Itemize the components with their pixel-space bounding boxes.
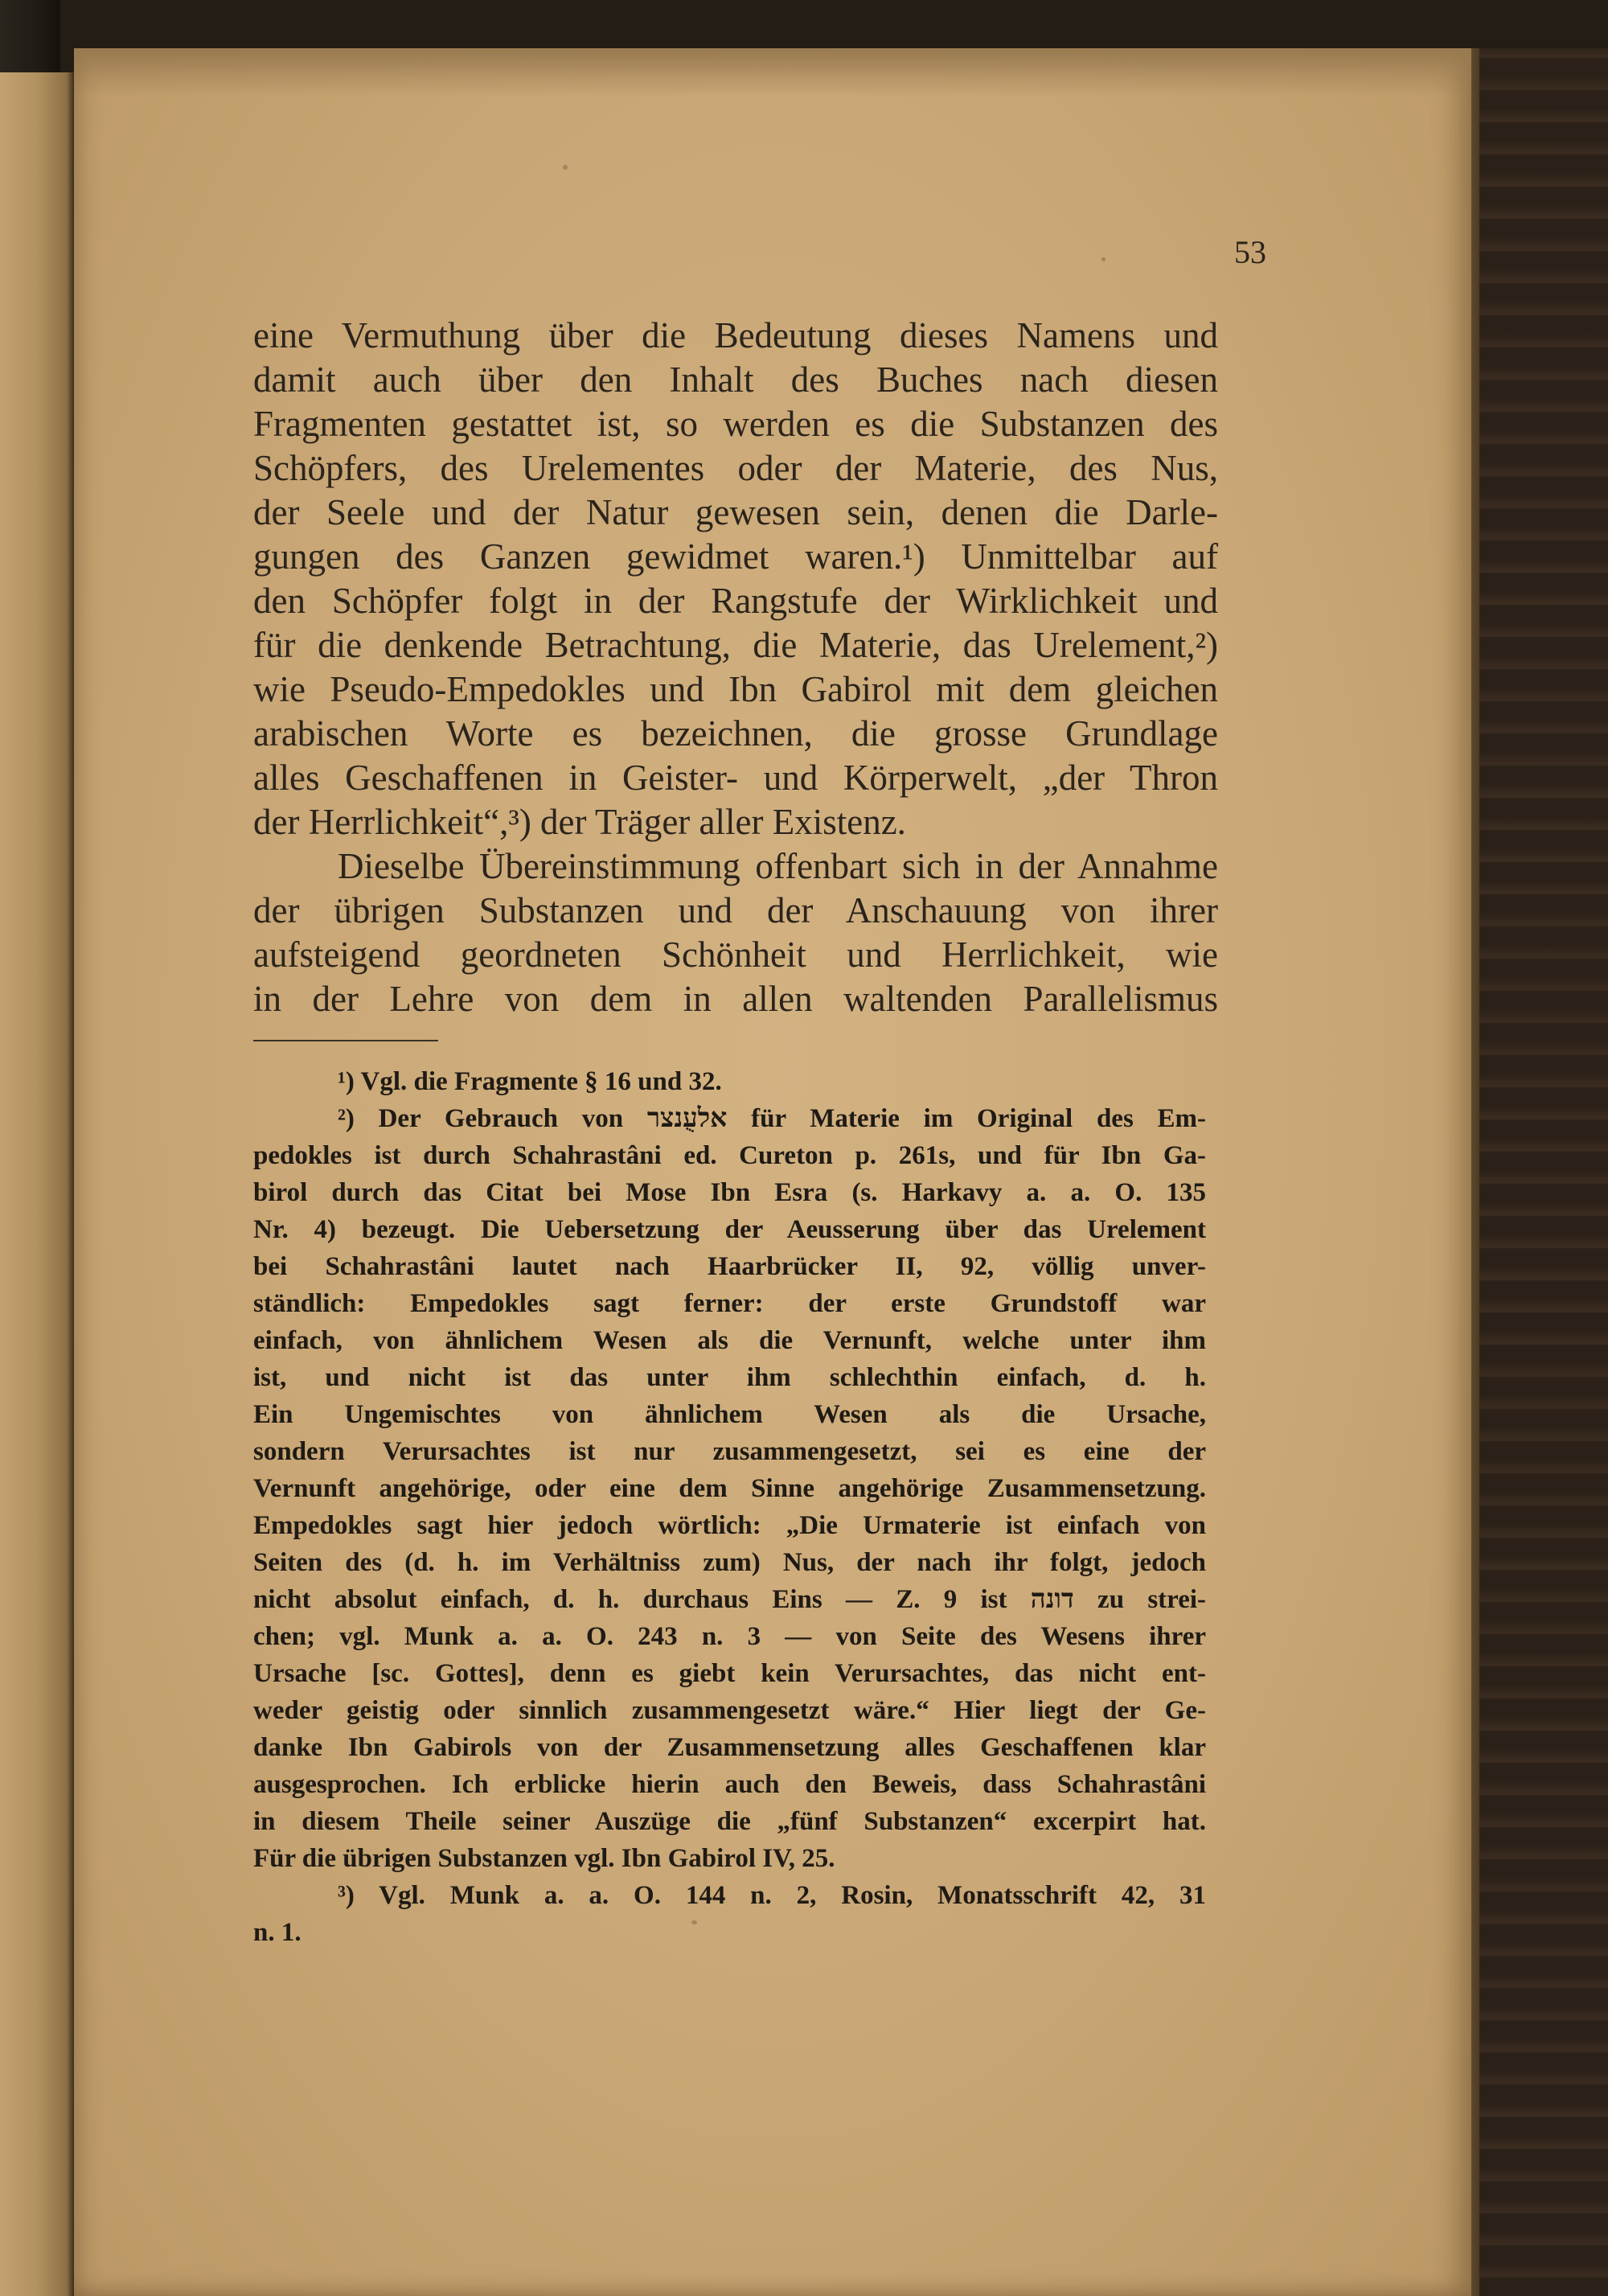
body-line: eine Vermuthung über die Bedeutung dieses Namens und [253,315,1218,355]
facing-page-edge [0,72,74,2296]
body-line: Schöpfers, des Urelementes oder der Materie, des Nus, [253,448,1218,488]
body-line: für die denkende Betrachtung, die Materie, das Urelement,²) [253,625,1218,665]
footnote-line: Für die übrigen Substanzen vgl. Ibn Gabirol IV, 25. [253,1844,835,1873]
body-line: der übrigen Substanzen und der Anschauung von ihrer [253,890,1218,930]
footnote-line: ¹) Vgl. die Fragmente § 16 und 32. [338,1067,722,1096]
page-number: 53 [1234,234,1266,270]
footnote-line: n. 1. [253,1918,302,1947]
footnote-line: pedokles ist durch Schahrastâni ed. Cureton p. 261s, und für Ibn Ga- [253,1141,1206,1170]
footnote-line: ständlich: Empedokles sagt ferner: der erste Grundstoff war [253,1289,1206,1318]
body-line: gungen des Ganzen gewidmet waren.¹) Unmittelbar auf [253,536,1218,577]
footnote-line: Ein Ungemischtes von ähnlichem Wesen als die Ursache, [253,1400,1206,1429]
footnote-line: Vernunft angehörige, oder eine dem Sinne angehörige Zusammensetzung. [253,1474,1206,1503]
body-line: wie Pseudo-Empedokles und Ibn Gabirol mit dem gleichen [253,669,1218,709]
body-line: Fragmenten gestattet ist, so werden es die Substanzen des [253,404,1218,444]
body-text [253,314,1218,1021]
body-line: der Herrlichkeit“,³) der Träger aller Existenz. [253,802,906,842]
footnote-line: Nr. 4) bezeugt. Die Uebersetzung der Aeusserung über das Urelement [253,1215,1206,1244]
footnote-line: chen; vgl. Munk a. a. O. 243 n. 3 — von Seite des Wesens ihrer [253,1622,1206,1651]
footnote-line: sondern Verursachtes ist nur zusammengesetzt, sei es eine der [253,1437,1206,1466]
body-line: den Schöpfer folgt in der Rangstufe der Wirklichkeit und [253,581,1218,621]
page-speck [1101,257,1106,261]
body-line: Dieselbe Übereinstimmung offenbart sich in der Annahme [338,846,1218,886]
footnote-line: in diesem Theile seiner Auszüge die „fünf Substanzen“ excerpirt hat. [253,1807,1206,1836]
footnote-separator [253,1040,438,1041]
footnote-line: einfach, von ähnlichem Wesen als die Vernunft, welche unter ihm [253,1326,1206,1355]
body-line: arabischen Worte es bezeichnen, die grosse Grundlage [253,713,1218,754]
body-line: damit auch über den Inhalt des Buches nach diesen [253,359,1218,400]
footnote-line: Ursache [sc. Gottes], denn es giebt kein Verursachtes, das nicht ent- [253,1659,1206,1688]
footnote-line: ist, und nicht ist das unter ihm schlechthin einfach, d. h. [253,1363,1206,1392]
footnote-line: birol durch das Citat bei Mose Ibn Esra (s. Harkavy a. a. O. 135 [253,1178,1206,1207]
body-line: alles Geschaffenen in Geister- und Körperwelt, „der Thron [253,758,1218,798]
footnote-line: danke Ibn Gabirols von der Zusammensetzung alles Geschaffenen klar [253,1733,1206,1762]
page-speck [563,165,568,170]
body-line: in der Lehre von dem in allen waltenden Parallelismus [253,979,1218,1019]
footnote-line: Seiten des (d. h. im Verhältniss zum) Nus, der nach ihr folgt, jedoch [253,1548,1206,1577]
page-top-edge [74,48,1471,97]
footnote-line: ²) Der Gebrauch von אלעֻנצר für Materie im Original des Em- [338,1104,1206,1133]
footnote-line: weder geistig oder sinnlich zusammengesetzt wäre.“ Hier liegt der Ge- [253,1696,1206,1725]
footnote-line: ³) Vgl. Munk a. a. O. 144 n. 2, Rosin, Monatsschrift 42, 31 [338,1881,1206,1910]
footnote-line: ausgesprochen. Ich erblicke hierin auch den Beweis, dass Schahrastâni [253,1770,1206,1799]
footnote-line: Empedokles sagt hier jedoch wörtlich: „Die Urmaterie ist einfach von [253,1511,1206,1540]
footnote-line: nicht absolut einfach, d. h. durchaus Eins — Z. 9 ist דונה zu strei- [253,1585,1207,1614]
body-line: der Seele und der Natur gewesen sein, denen die Darle- [253,492,1218,532]
book-cover-board [1465,48,1608,2296]
footnotes [253,1063,1206,1951]
body-line: aufsteigend geordneten Schönheit und Herrlichkeit, wie [253,934,1218,975]
footnote-line: bei Schahrastâni lautet nach Haarbrücker II, 92, völlig unver- [253,1252,1206,1281]
